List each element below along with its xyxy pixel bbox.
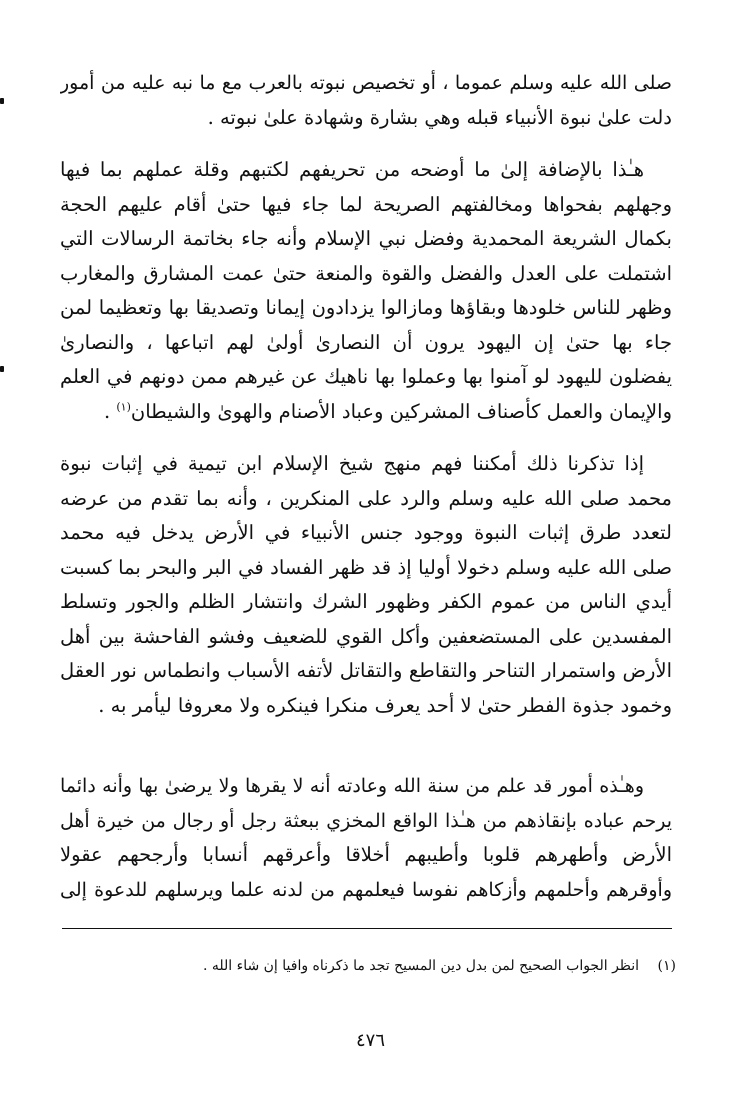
paragraph-2	[60, 153, 672, 429]
page-number: ٤٧٦	[355, 1030, 385, 1051]
text-line: اشتملت على العدل والفضل والقوة والمنعة حتىٰ عمت المشارق والمغارب	[60, 261, 672, 285]
text-line: أيدي الناس من عموم الكفر وظهور الشرك وانتشار الظلم والجور وتسلط	[60, 590, 672, 613]
footnote-number: (١)	[657, 958, 676, 974]
text-line: إذا تذكرنا ذلك أمكننا فهم منهج شيخ الإسلام ابن تيمية في إثبات نبوة	[60, 452, 644, 475]
text-line: الأرض واستمرار التناحر والتقاطع والتقاتل لأتفه الأسباب وانطماس نور العقل	[60, 659, 672, 682]
text-line: بكمال الشريعة المحمدية وفضل نبي الإسلام وأنه جاء بخاتمة الرسالات التي	[60, 227, 672, 250]
text-line: يرحم عباده بإنقاذهم من هـٰذا الواقع المخزي ببعثة رجل أو رجال من خيرة أهل	[60, 809, 672, 832]
text-line: وخمود جذوة الفطر حتىٰ لا أحد يعرف منكرا فينكره ولا معروفا ليأمر به .	[98, 693, 672, 717]
paragraph-4	[60, 769, 672, 907]
paragraph-1	[60, 66, 672, 135]
text-line: جاء بها حتىٰ إن اليهود يرون أن النصارىٰ أولىٰ لهم اتباعها ، والنصارىٰ	[60, 330, 672, 354]
text-line: وهـٰذه أمور قد علم من سنة الله وعادته أنه لا يقرها ولا يرضىٰ بها وأنه دائما	[60, 775, 644, 797]
text-line: وأوقرهم وأحلمهم وأزكاهم نفوسا فيعلمهم من لدنه علما ويرسلهم للدعوة إلى	[60, 878, 672, 901]
footnote-reference: (١)	[116, 400, 131, 413]
text-line: هـٰذا بالإضافة إلىٰ ما أوضحه من تحريفهم لكتبهم وقلة عملهم بما فيها	[60, 158, 644, 181]
text-line: صلى الله عليه وسلم عموما ، أو تخصيص نبوته بالعرب مع ما نبه عليه من أمور	[60, 72, 672, 94]
footnote-separator	[62, 928, 672, 929]
text-line: يفضلون لليهود لو آمنوا بها وعملوا بها ناهيك عن غيرهم ممن دونهم في العلم	[60, 365, 672, 388]
footnote	[60, 955, 676, 977]
text-line: الأرض وأطهرهم قلوبا وأطيبهم أخلاقا وأعرقهم أنسابا وأرجحهم عقولا	[60, 843, 672, 866]
margin-mark	[0, 366, 4, 372]
text-line: لتعدد طرق إثبات النبوة ووجود جنس الأنبياء في الأرض يدخل فيه محمد	[60, 521, 672, 544]
text-line: دلت علىٰ نبوة الأنبياء قبله وهي بشارة وشهادة علىٰ نبوته .	[207, 105, 672, 129]
text-line: صلى الله عليه وسلم دخولا أوليا إذ قد ظهر الفساد في البر والبحر بما كسبت	[60, 555, 672, 579]
sentence-end: .	[103, 399, 117, 423]
text-line-with-footnote	[60, 395, 672, 430]
text-line: وظهر للناس خلودها وبقاؤها ومازالوا يزدادون إيمانا وتصديقا بها وتعظيما لمن	[60, 296, 672, 319]
text-line: المفسدين على المستضعفين وأكل القوي للضعيف وفشو الفاحشة بين أهل	[60, 624, 672, 648]
margin-mark	[0, 98, 4, 104]
text-line: محمد صلى الله عليه وسلم والرد على المنكرين ، وأنه بما تقدم من عرضه	[60, 486, 672, 510]
footnote-text: انظر الجواب الصحيح لمن بدل دين المسيح تجد ما ذكرناه وافيا إن شاء الله .	[202, 958, 640, 974]
text-line: وجهلهم بفحواها ومخالفتهم الصريحة لما جاء فيها حتىٰ أقام عليهم الحجة	[60, 192, 672, 216]
text-line: والإيمان والعمل كأصناف المشركين وعباد الأصنام والهوىٰ والشيطان	[130, 399, 672, 423]
paragraph-3	[60, 447, 672, 723]
